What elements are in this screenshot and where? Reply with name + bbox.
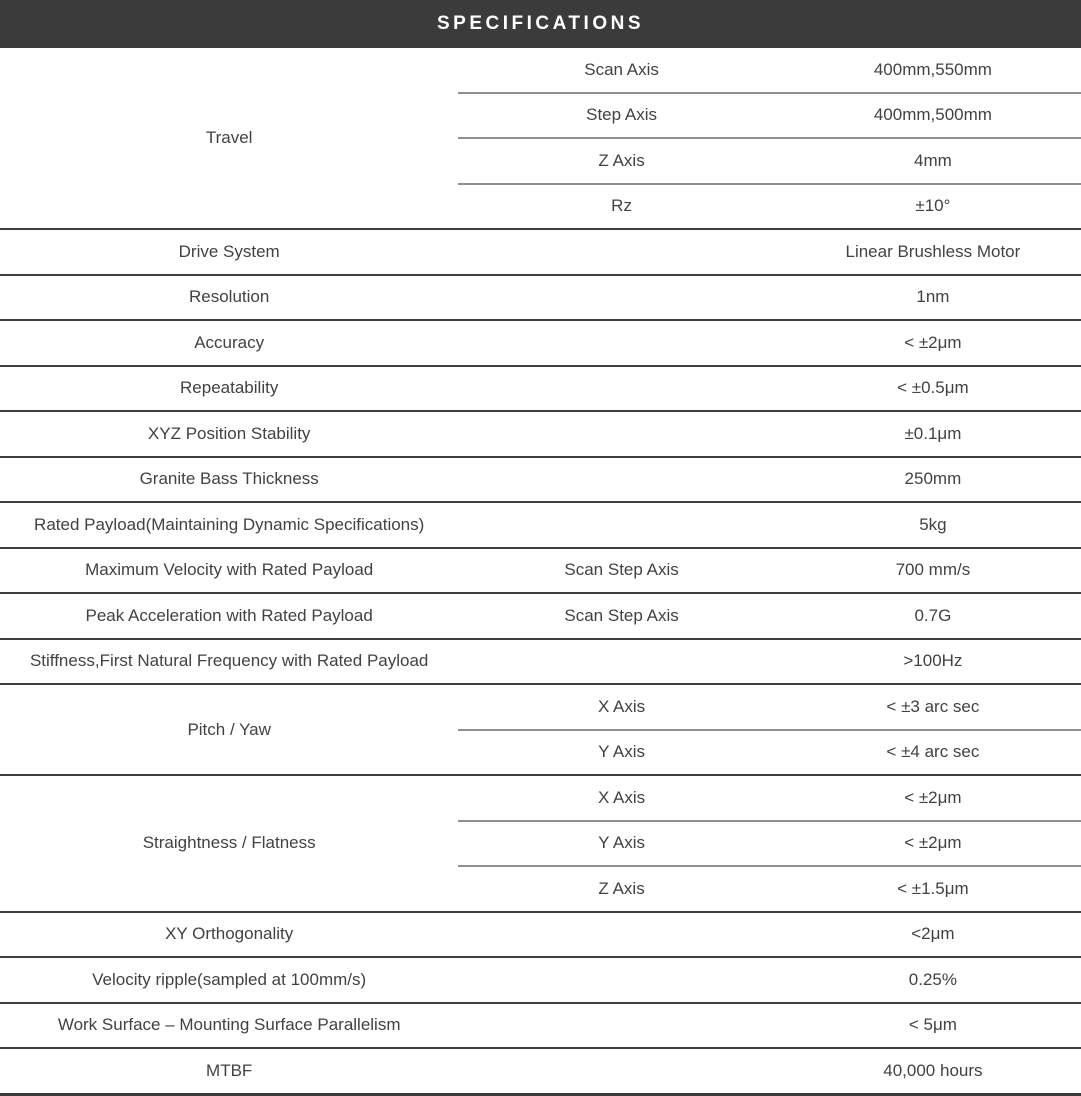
page-title: SPECIFICATIONS: [437, 13, 644, 34]
table-row: [0, 320, 1081, 366]
spec-axis: [458, 912, 784, 958]
spec-axis: Rz: [458, 184, 784, 230]
spec-axis: Y Axis: [458, 730, 784, 776]
spec-value: <2μm: [785, 912, 1081, 958]
spec-label: Peak Acceleration with Rated Payload: [0, 593, 458, 639]
spec-value: 0.7G: [785, 593, 1081, 639]
spec-value: < ±2μm: [785, 821, 1081, 867]
spec-axis: Z Axis: [458, 138, 784, 184]
spec-value: < ±2μm: [785, 320, 1081, 366]
spec-value: < ±1.5μm: [785, 866, 1081, 912]
specifications-header-bar: [0, 0, 1081, 48]
spec-label: MTBF: [0, 1048, 458, 1094]
table-row: [0, 457, 1081, 503]
table-row: [0, 275, 1081, 321]
table-row: [0, 775, 1081, 821]
spec-value: 250mm: [785, 457, 1081, 503]
spec-value: < ±2μm: [785, 775, 1081, 821]
spec-axis: Y Axis: [458, 821, 784, 867]
spec-label: Velocity ripple(sampled at 100mm/s): [0, 957, 458, 1003]
spec-value: 400mm,500mm: [785, 93, 1081, 139]
spec-axis: [458, 229, 784, 275]
table-row: [0, 548, 1081, 594]
spec-label: Stiffness,First Natural Frequency with Rated Payload: [0, 639, 458, 685]
spec-label: Drive System: [0, 229, 458, 275]
spec-label: Pitch / Yaw: [0, 684, 458, 775]
table-row: [0, 366, 1081, 412]
table-row: [0, 1048, 1081, 1094]
spec-axis: X Axis: [458, 684, 784, 730]
spec-label: XY Orthogonality: [0, 912, 458, 958]
spec-value: < ±3 arc sec: [785, 684, 1081, 730]
table-row: [0, 411, 1081, 457]
spec-axis: [458, 320, 784, 366]
spec-label: Work Surface – Mounting Surface Parallelism: [0, 1003, 458, 1049]
spec-value: < ±4 arc sec: [785, 730, 1081, 776]
spec-value: >100Hz: [785, 639, 1081, 685]
spec-label: Maximum Velocity with Rated Payload: [0, 548, 458, 594]
spec-label: Straightness / Flatness: [0, 775, 458, 912]
spec-axis: [458, 502, 784, 548]
spec-label: Rated Payload(Maintaining Dynamic Specifications): [0, 502, 458, 548]
spec-value: 700 mm/s: [785, 548, 1081, 594]
spec-axis: Scan Step Axis: [458, 548, 784, 594]
spec-axis: [458, 639, 784, 685]
spec-value: 400mm,550mm: [785, 48, 1081, 93]
spec-value: Linear Brushless Motor: [785, 229, 1081, 275]
spec-axis: [458, 1048, 784, 1094]
spec-axis: [458, 457, 784, 503]
spec-value: 0.25%: [785, 957, 1081, 1003]
spec-value: < ±0.5μm: [785, 366, 1081, 412]
spec-value: ±0.1μm: [785, 411, 1081, 457]
spec-value: 1nm: [785, 275, 1081, 321]
spec-value: 5kg: [785, 502, 1081, 548]
spec-label: Accuracy: [0, 320, 458, 366]
spec-axis: [458, 957, 784, 1003]
spec-value: ±10°: [785, 184, 1081, 230]
table-row: [0, 48, 1081, 93]
spec-axis: Step Axis: [458, 93, 784, 139]
table-row: [0, 684, 1081, 730]
spec-label: Repeatability: [0, 366, 458, 412]
spec-label: XYZ Position Stability: [0, 411, 458, 457]
table-row: [0, 912, 1081, 958]
spec-axis: X Axis: [458, 775, 784, 821]
spec-axis: Z Axis: [458, 866, 784, 912]
table-row: [0, 957, 1081, 1003]
spec-value: < 5μm: [785, 1003, 1081, 1049]
table-row: [0, 593, 1081, 639]
table-row: [0, 502, 1081, 548]
spec-label: Granite Bass Thickness: [0, 457, 458, 503]
spec-axis: [458, 1003, 784, 1049]
spec-axis: Scan Axis: [458, 48, 784, 93]
spec-label: Travel: [0, 48, 458, 229]
spec-axis: [458, 411, 784, 457]
spec-value: 40,000 hours: [785, 1048, 1081, 1094]
spec-label: Resolution: [0, 275, 458, 321]
specifications-table: [0, 48, 1081, 1096]
spec-axis: [458, 275, 784, 321]
table-row: [0, 229, 1081, 275]
spec-axis: [458, 366, 784, 412]
table-row: [0, 1003, 1081, 1049]
table-row: [0, 639, 1081, 685]
spec-value: 4mm: [785, 138, 1081, 184]
spec-axis: Scan Step Axis: [458, 593, 784, 639]
